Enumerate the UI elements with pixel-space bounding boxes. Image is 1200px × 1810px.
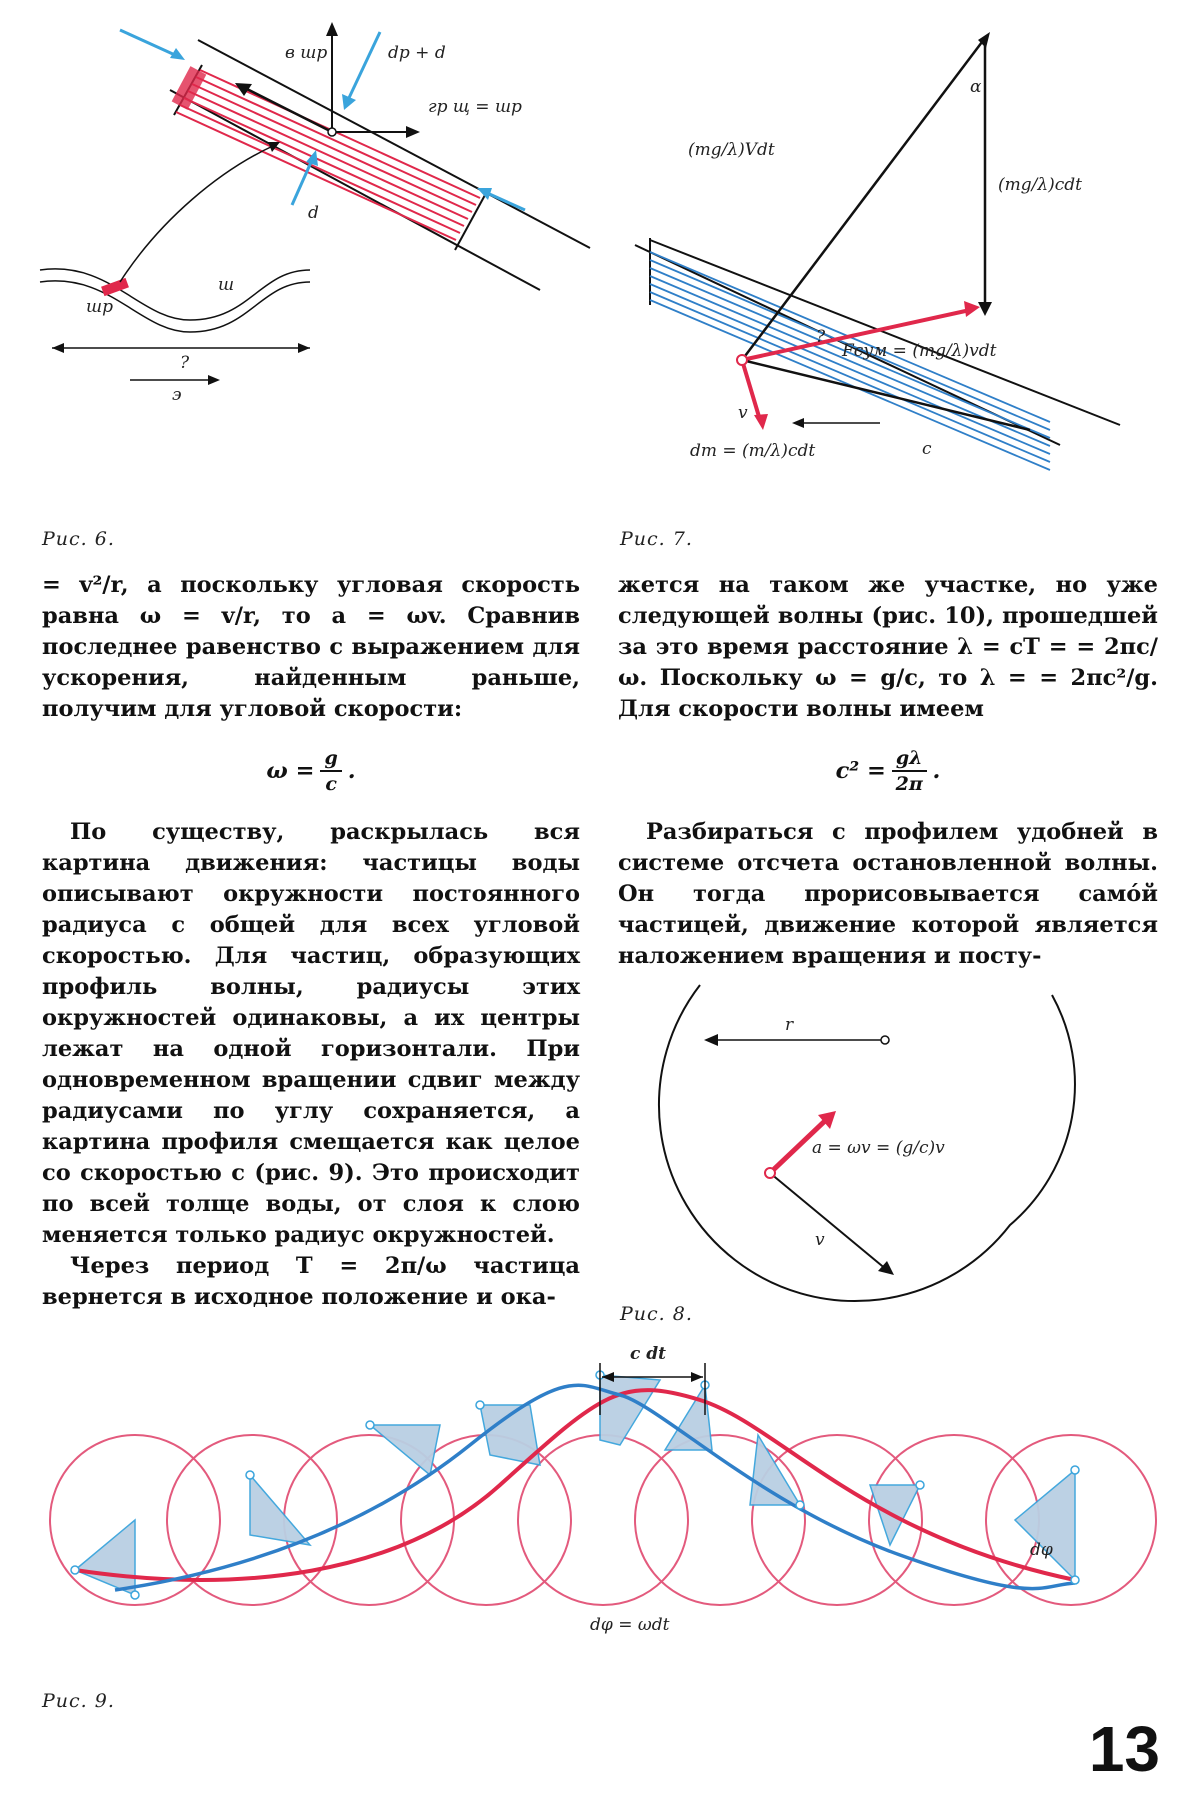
left-column xyxy=(42,570,580,1313)
formula-omega-lhs: ω = xyxy=(266,757,315,784)
fig6-label-right: гр щ = шр xyxy=(428,97,522,117)
fig6-label-direction: э xyxy=(172,385,182,405)
fig7-label-dm: dm = (m/λ)cdt xyxy=(690,441,816,461)
left-paragraph-1: = v²/r, а поскольку угловая скорость равна ω = v/r, то a = ωv. Сравнив последнее равенство с выражением для ускорения, найденным раньше, получим для угловой скорости: xyxy=(42,572,580,722)
figure-6-drawing xyxy=(30,20,630,440)
fig7-label-sum: Fсум = (mg/λ)vdt xyxy=(842,341,997,361)
fig9-caption: Рис. 9. xyxy=(42,1690,115,1712)
fig6-label-bottom: d xyxy=(308,203,319,223)
formula-omega-tail: . xyxy=(347,757,356,784)
fig6-label-wave: ш xyxy=(218,275,235,295)
fig9-label-formula: dφ = ωdt xyxy=(590,1615,670,1635)
fig6-label-segment: шр xyxy=(86,297,113,317)
fig7-caption: Рис. 7. xyxy=(620,528,693,550)
fig6-label-force: dp + d xyxy=(388,43,446,63)
figure-7 xyxy=(620,20,1180,460)
pipe-6 xyxy=(170,40,590,290)
formula-c2-num: gλ xyxy=(892,746,927,772)
formula-c2-den: 2π xyxy=(895,773,923,795)
figure-8-drawing xyxy=(680,985,1060,1285)
fig8-label-r: r xyxy=(785,1015,794,1035)
right-column xyxy=(618,570,1158,972)
figure-9 xyxy=(40,1344,1170,1715)
fig9-label-dphi: dφ xyxy=(1030,1540,1053,1560)
fig7-label-alpha: α xyxy=(970,77,982,97)
fig7-label-left: (mg/λ)Vdt xyxy=(688,140,775,160)
left-paragraph-2: По существу, раскрылась вся картина движения: частицы воды описывают окружности постоянного радиуса с общей для всех угловой скоростью. Для частиц, образующих профиль волны, радиусы этих окружностей одинаковы, а их центры лежат на одной горизонтали. При одновременном вращении сдвиг между радиусами по углу сохраняется, а картина профиля смещается как целое со скоростью c (рис. 9). Это происходит по всей толще воды, от слоя к слою меняется только радиус окружностей. xyxy=(42,819,580,1248)
figure-6 xyxy=(30,20,630,440)
fig7-label-v: v xyxy=(738,403,748,423)
fig6-label-wavelength: ? xyxy=(180,353,190,373)
figure-7-drawing xyxy=(620,20,1180,460)
fig8-label-a: a = ωv = (g/c)v xyxy=(812,1138,945,1158)
formula-c2 xyxy=(618,725,1158,817)
formula-c2-tail: . xyxy=(932,757,941,784)
fig6-label-top: в шр xyxy=(285,43,328,63)
right-paragraph-1: жется на таком же участке, но уже следующей волны (рис. 10), прошедшей за это время расстояние λ = cT = = 2πc/ω. Поскольку ω = g/c, то λ = = 2πc²/g. Для скорости волны имеем xyxy=(618,572,1158,722)
figure-9-drawing xyxy=(40,1344,1170,1715)
formula-omega-den: c xyxy=(325,773,337,795)
page-number: 13 xyxy=(1088,1713,1160,1785)
figure-8 xyxy=(680,985,1060,1285)
fig6-caption: Рис. 6. xyxy=(42,528,115,550)
right-paragraph-2: Разбираться с профилем удобней в системе отсчета остановленной волны. Он тогда прорисовывается самóй частицей, движение которой является наложением вращения и посту- xyxy=(618,819,1158,969)
formula-c2-lhs: c² = xyxy=(835,757,886,784)
formula-omega-num: g xyxy=(320,746,341,772)
formula-omega xyxy=(42,725,580,817)
fig9-label-cdt: c dt xyxy=(630,1344,667,1364)
fig7-label-right: (mg/λ)cdt xyxy=(998,175,1083,195)
fig8-label-v: v xyxy=(815,1230,825,1250)
fig8-caption: Рис. 8. xyxy=(620,1303,693,1325)
left-paragraph-3: Через период T = 2π/ω частица вернется в исходное положение и ока- xyxy=(42,1253,580,1310)
fig7-label-question: ? xyxy=(816,327,826,347)
fig7-label-c: c xyxy=(922,439,932,459)
